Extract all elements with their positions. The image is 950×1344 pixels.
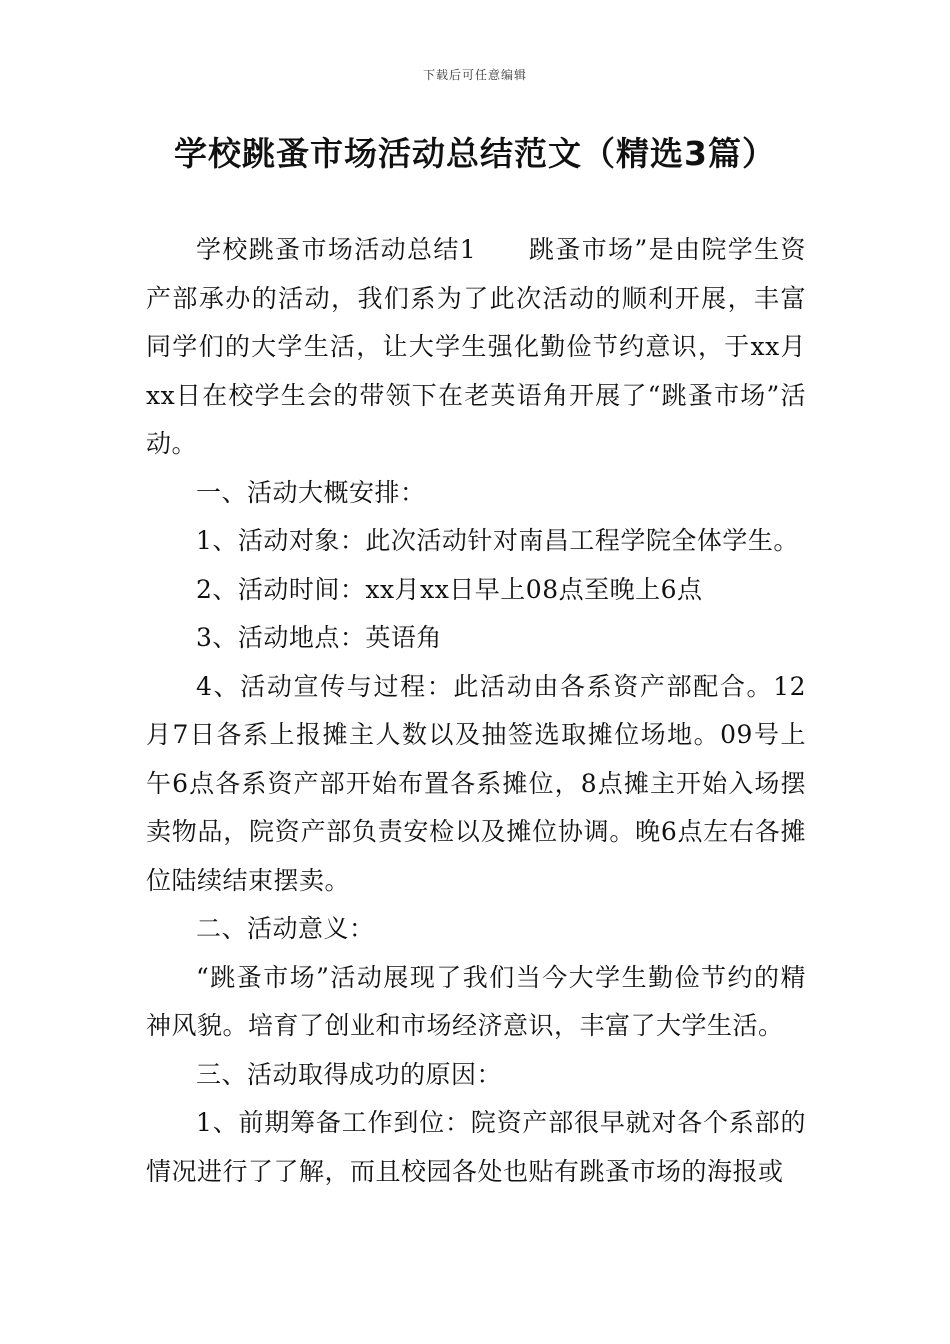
document-body [146,226,806,1196]
section-body-2: “跳蚤市场”活动展现了我们当今大学生勤俭节约的精神风貌。培育了创业和市场经济意识，丰富了大学生活。 [146,962,806,1040]
paragraph-intro [146,226,806,469]
intro-rest: 跳蚤市场”是由院学生资产部承办的活动，我们系为了此次活动的顺利开展，丰富同学们的大学生活，让大学生强化勤俭节约意识，于xx月xx日在校学生会的带领下在老英语角开展了“跳蚤市场”活动。 [146,235,806,458]
header-note: 下载后可任意编辑 [422,68,527,82]
list-item-1: 1、活动对象：此次活动针对南昌工程学院全体学生。 [196,526,799,555]
section-heading-1: 一、活动大概安排： [196,477,426,507]
list-item-3: 3、活动地点：英语角 [196,623,442,652]
document-title: 学校跳蚤市场活动总结范文（精选3篇） [174,134,776,173]
intro-lead: 学校跳蚤市场活动总结1 [196,235,477,264]
list-item-2: 2、活动时间：xx月xx日早上08点至晚上6点 [196,574,703,604]
section-heading-2: 二、活动意义： [196,914,375,943]
section-heading-3: 三、活动取得成功的原因： [196,1059,503,1089]
list-item-4: 4、活动宣传与过程：此活动由各系资产部配合。12月7日各系上报摊主人数以及抽签选取摊位场地。09号上午6点各系资产部开始布置各系摊位，8点摊主开始入场摆卖物品，院资产部负责安检以及摊位协调。晚6点左右各摊位陆续结束摆卖。 [146,671,806,895]
section-3-item-1: 1、前期筹备工作到位：院资产部很早就对各个系部的情况进行了了解，而且校园各处也贴有跳蚤市场的海报或 [146,1108,806,1186]
